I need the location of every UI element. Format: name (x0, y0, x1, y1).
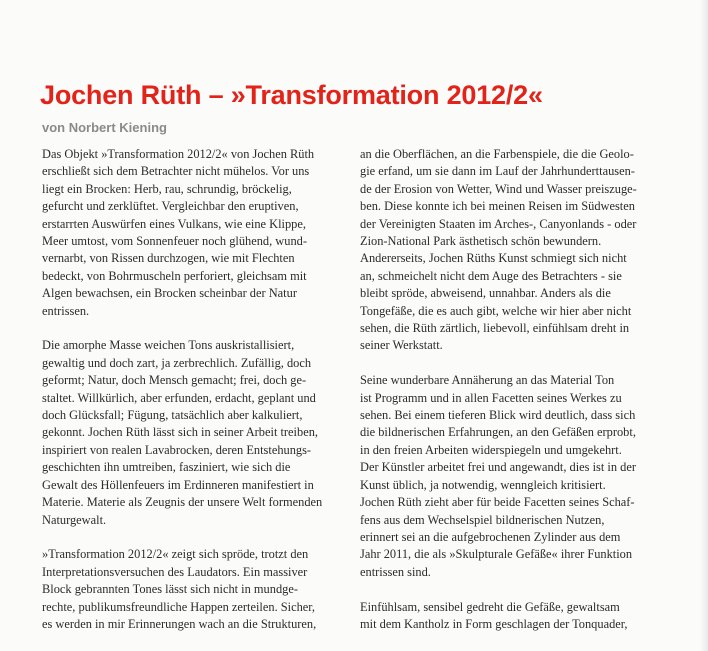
text-line: entrissen sind. (360, 564, 431, 579)
text-line: mit dem Kantholz in Form geschlagen der Tonquader, (360, 616, 628, 631)
text-line: seiner Werkstatt. (360, 338, 443, 353)
text-line: gewaltig und doch zart, ja zerbrechlich. Zufällig, doch (42, 355, 312, 370)
paragraph (360, 372, 656, 581)
text-line: in den freien Arbeiten widerspiegeln und umgekehrt. (360, 442, 622, 457)
text-line: vernarbt, von Rissen durchzogen, wie mit Flechten (42, 251, 295, 266)
text-line: erstarrten Auswürfen eines Vulkans, wie eine Klippe, (42, 216, 306, 231)
text-line: bedeckt, von Bohrmuscheln perforiert, gleichsam mit (42, 268, 307, 283)
text-line: die bildnerischen Erfahrungen, an den Gefäßen erprobt, (360, 425, 636, 440)
text-line: Seine wunderbare Annäherung an das Material Ton (360, 373, 615, 388)
text-line: es werden in mir Erinnerungen wach an die Strukturen, (42, 616, 317, 631)
text-line: Zion-National Park ästhetisch schön bewundern. (360, 234, 602, 249)
text-line: liegt ein Brocken: Herb, rau, schrundig, bröckelig, (42, 181, 292, 196)
text-line: sehen, die Rüth zärtlich, liebevoll, einfühlsam dreht in (360, 321, 630, 336)
text-line: Der Künstler arbeitet frei und angewandt, dies ist in der (360, 460, 636, 475)
text-line: de der Erosion von Wetter, Wind und Wasser preiszuge- (360, 181, 637, 196)
text-line: Materie. Materie als Zeugnis der unsere Welt formenden (42, 495, 323, 510)
text-line: fens aus dem Wechselspiel bildnerischen Nutzen, (360, 512, 605, 527)
text-line: sehen. Bei einem tieferen Blick wird deutlich, dass sich (360, 408, 636, 423)
text-line: der Vereinigten Staaten im Arches-, Canyonlands - oder (360, 216, 637, 231)
text-line: Tongefäße, die es auch gibt, welche wir hier aber nicht (360, 303, 632, 318)
text-line: Die amorphe Masse weichen Tons auskristallisiert, (42, 338, 295, 353)
text-line: geschichten ihn umtreiben, fasziniert, wie sich die (42, 460, 291, 475)
text-line: Naturgewalt. (42, 512, 107, 527)
text-line: ist Programm und in allen Facetten seines Werkes zu (360, 390, 622, 405)
text-line: staltet. Willkürlich, aber erfunden, erdacht, geplant und (42, 390, 316, 405)
text-line: Kunst üblich, ja notwendig, wenngleich kritisiert. (360, 477, 606, 492)
text-line: gie erfand, um sie dann im Lauf der Jahrhunderttausen- (360, 164, 635, 179)
text-line: doch Glücksfall; Fügung, tatsächlich aber kalkuliert, (42, 408, 303, 423)
paragraph (42, 546, 338, 633)
paragraph (360, 599, 656, 634)
text-line: ben. Diese konnte ich bei meinen Reisen im Südwesten (360, 199, 635, 214)
text-line: an, schmeichelt nicht dem Auge des Betrachters - sie (360, 268, 622, 283)
text-line: Block gebrannten Tones lässt sich nicht in mundge- (42, 582, 298, 597)
paragraph (42, 337, 338, 528)
article-author: von Norbert Kiening (42, 120, 167, 135)
text-line: Meer umtost, vom Sonnenfeuer noch glühend, wund- (42, 234, 307, 249)
text-line: entrissen. (42, 303, 90, 318)
text-line: Andererseits, Jochen Rüths Kunst schmiegt sich nicht (360, 251, 627, 266)
text-line: Einfühlsam, sensibel gedreht die Gefäße, gewaltsam (360, 599, 620, 614)
text-line: bleibt spröde, abweisend, unnahbar. Anders als die (360, 286, 611, 301)
text-line: geformt; Natur, doch Mensch gemacht; frei, doch ge- (42, 373, 307, 388)
text-line: an die Oberflächen, an die Farbenspiele, die die Geolo- (360, 147, 634, 161)
text-line: Das Objekt »Transformation 2012/2« von Jochen Rüth (42, 147, 315, 161)
paragraph (360, 146, 656, 355)
text-line: gekonnt. Jochen Rüth lässt sich in seiner Arbeit treiben, (42, 425, 318, 440)
text-line: rechte, publikumsfreundliche Happen zerteilen. Sicher, (42, 599, 316, 614)
text-column-left (42, 146, 338, 633)
text-line: Algen bewachsen, ein Brocken scheinbar der Natur (42, 286, 297, 301)
text-line: »Transformation 2012/2« zeigt sich spröde, trotzt den (42, 547, 309, 562)
text-column-right (360, 146, 656, 633)
text-line: Gewalt des Höllenfeuers im Erdinneren manifestiert in (42, 477, 314, 492)
text-line: Jochen Rüth zieht aber für beide Facetten seines Schaf- (360, 495, 635, 510)
text-line: erinnert sei an die aufgebrochenen Zylinder aus dem (360, 529, 621, 544)
text-line: inspiriert von realen Lavabrocken, deren Entstehungs- (42, 442, 312, 457)
text-line: erschließt sich dem Betrachter nicht mühelos. Vor uns (42, 164, 310, 179)
text-line: Interpretationsversuchen des Laudators. Ein massiver (42, 564, 308, 579)
paragraph (42, 146, 338, 320)
article-title: Jochen Rüth – »Transformation 2012/2« (40, 80, 543, 110)
text-line: Jahr 2011, die als »Skulpturale Gefäße« ihrer Funktion (360, 547, 633, 562)
text-line: gefurcht und zerklüftet. Vergleichbar den eruptiven, (42, 199, 299, 214)
